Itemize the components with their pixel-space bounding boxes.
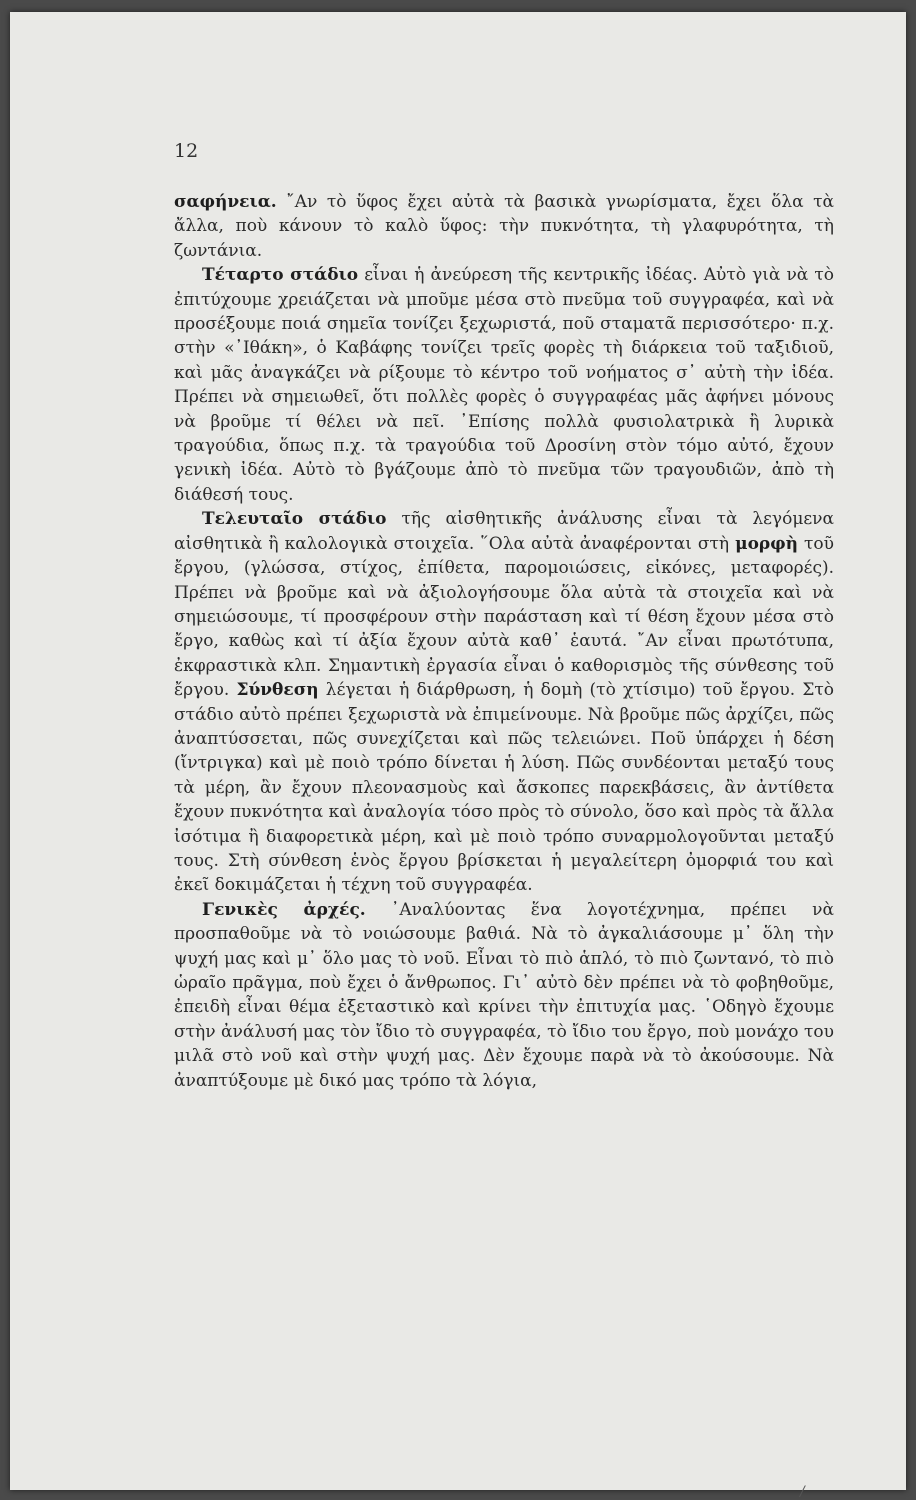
paragraph-3-bold-synthesi: Σύνθεση — [236, 680, 319, 701]
paragraph-2 — [174, 263, 834, 507]
paragraph-1 — [174, 190, 834, 263]
paragraph-1-body: ῎Αν τὸ ὕφος ἔχει αὐτὰ τὰ βασικὰ γνωρίσματα, ἔχει ὅλα τὰ ἄλλα, ποὺ κάνουν τὸ καλὸ ὕφος: τὴν πυκνότητα, τὴ γλαφυρότητα, τὴ ζωντάνια. — [174, 192, 834, 261]
paragraph-2-body: εἶναι ἡ ἀνεύρεση τῆς κεντρικῆς ἰδέας. Αὐτὸ γιὰ νὰ τὸ ἐπιτύχουμε χρειάζεται νὰ μποῦμε μέσα στὸ πνεῦμα τοῦ συγγραφέα, καὶ νὰ προσέξουμε ποιά σημεῖα τονίζει ξεχωριστά, ποῦ σταματᾶ περισσότερο· π.χ. στὴν «᾿Ιθάκη», ὁ Καβάφης τονίζει τρεῖς φορὲς τὴ διάρκεια τοῦ ταξιδιοῦ, καὶ μᾶς ἀναγκάζει νὰ ρίξουμε τὸ κέντρο τοῦ νοήματος σ᾿ αὐτὴ τὴν ἰδέα. Πρέπει νὰ σημειωθεῖ, ὅτι πολλὲς φορὲς ὁ συγγραφέας μᾶς ἀφήνει μόνους νὰ βροῦμε τί θέλει νὰ πεῖ. ᾿Επίσης πολλὰ φυσιολατρικὰ ἢ λυρικὰ τραγούδια, ὅπως π.χ. τὰ τραγούδια τοῦ Δροσίνη στὸν τόμο αὐτό, ἔχουν γενικὴ ἰδέα. Αὐτὸ τὸ βγάζουμε ἀπὸ τὸ πνεῦμα τῶν τραγουδιῶν, ἀπὸ τὴ διάθεσή τους. — [174, 265, 834, 505]
margin-mark: / — [800, 1484, 805, 1500]
paragraph-3-bold-morphi: μορφὴ — [735, 533, 798, 554]
body-text — [174, 190, 834, 1093]
book-page — [10, 12, 906, 1500]
paragraph-3-body-3: λέγεται ἡ διάρθρωση, ἡ δομὴ (τὸ χτίσιμο) τοῦ ἔργου. Στὸ στάδιο αὐτὸ πρέπει ξεχωριστὰ νὰ ἐπιμείνουμε. Νὰ βροῦμε πῶς ἀρχίζει, πῶς ἀναπτύσσεται, πῶς συνεχίζεται καὶ πῶς τελειώνει. Ποῦ ὑπάρχει ἡ δέση (ἴντριγκα) καὶ μὲ ποιὸ τρόπο δίνεται ἡ λύση. Πῶς συνδέονται μεταξύ τους τὰ μέρη, ἂν ἔχουν πλεονασμοὺς καὶ ἄσκοπες παρεκβάσεις, ἂν ἀντίθετα ἔχουν πυκνότητα καὶ ἀναλογία τόσο πρὸς τὸ σύνολο, ὅσο καὶ πρὸς τὰ ἄλλα ἰσότιμα ἢ διαφορετικὰ μέρη, καὶ μὲ ποιὸ τρόπο συναρμολογοῦνται μεταξύ τους. Στὴ σύνθεση ἑνὸς ἔργου βρίσκεται ἡ μεγαλείτερη ὀμορφιά του καὶ ἐκεῖ δοκιμάζεται ἡ τέχνη τοῦ συγγραφέα. — [174, 680, 834, 896]
paragraph-4 — [174, 898, 834, 1093]
paragraph-2-lead: Τέταρτο στάδιο — [202, 265, 359, 286]
paragraph-4-lead: Γενικὲς ἀρχές. — [202, 899, 366, 920]
paragraph-3-body-2: τοῦ ἔργου, (γλώσσα, στίχος, ἐπίθετα, παρομοιώσεις, εἰκόνες, μεταφορές). Πρέπει νὰ βροῦμε καὶ νὰ ἀξιολογήσουμε ὅλα αὐτὰ τὰ στοιχεῖα καὶ νὰ σημειώσουμε, τί προσφέρουν στὴν παράσταση καὶ τί θέση ἔχουν μέσα στὸ ἔργο, καθὼς καὶ τί ἀξία ἔχουν αὐτὰ καθ᾿ ἑαυτά. ῎Αν εἶναι πρωτότυπα, ἐκφραστικὰ κλπ. Σημαντικὴ ἐργασία εἶναι ὁ καθορισμὸς τῆς σύνθεσης τοῦ ἔργου. — [174, 533, 834, 701]
paragraph-4-body: ᾿Αναλύοντας ἕνα λογοτέχνημα, πρέπει νὰ προσπαθοῦμε νὰ τὸ νοιώσουμε βαθιά. Νὰ τὸ ἀγκαλιάσουμε μ᾿ ὅλη τὴν ψυχή μας καὶ μ᾿ ὅλο μας τὸ νοῦ. Εἶναι τὸ πιὸ ἁπλό, τὸ πιὸ ζωντανό, τὸ πιὸ ὡραῖο πρᾶγμα, ποὺ ἔχει ὁ ἄνθρωπος. Γι᾿ αὐτὸ δὲν πρέπει νὰ τὸ φοβηθοῦμε, ἐπειδὴ εἶναι θέμα ἐξεταστικὸ καὶ κρίνει τὴν ἐπιτυχία μας. ῾Οδηγὸ ἔχουμε στὴν ἀνάλυσή μας τὸν ἴδιο τὸ συγγραφέα, τὸ ἴδιο του ἔργο, ποὺ μονάχο του μιλᾶ στὸ νοῦ καὶ στὴν ψυχή μας. Δὲν ἔχουμε παρὰ νὰ τὸ ἀκούσουμε. Νὰ ἀναπτύξουμε μὲ δικό μας τρόπο τὰ λόγια, — [174, 899, 834, 1091]
paragraph-1-lead: σαφήνεια. — [174, 192, 277, 212]
paragraph-3-lead: Τελευταῖο στάδιο — [202, 509, 387, 530]
paragraph-3 — [174, 507, 834, 898]
paragraph-3-body: τῆς αἰσθητικῆς ἀνάλυσης εἶναι τὰ λεγόμενα αἰσθητικὰ ἢ καλολογικὰ στοιχεῖα. ῞Ολα αὐτὰ ἀναφέρονται στὴ — [174, 509, 834, 554]
page-number: 12 — [174, 140, 199, 162]
